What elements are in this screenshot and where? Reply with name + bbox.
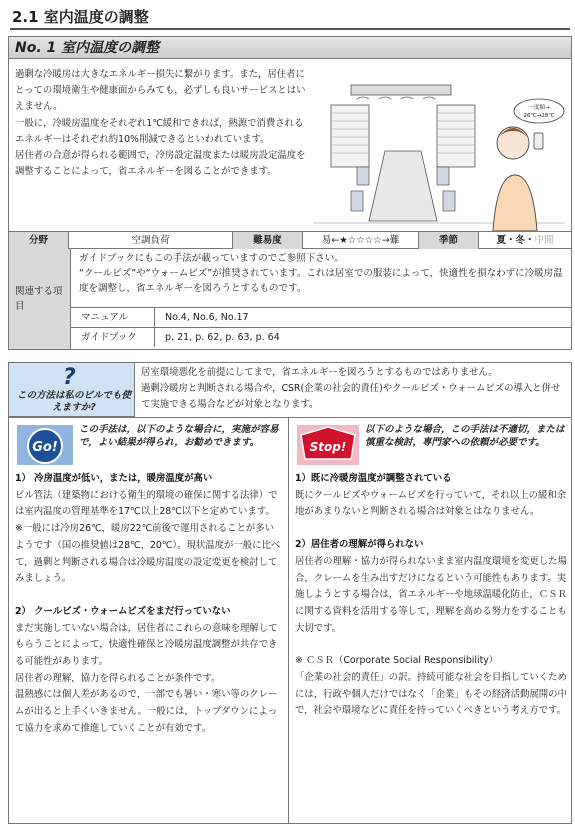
stop-item-heading: 2）居住者の理解が得られない (295, 539, 424, 551)
season-active: 夏・冬・ (496, 235, 535, 246)
manual-value: No.4, No.6, No.17 (165, 312, 249, 323)
measure-card (8, 36, 572, 350)
csr-note-body: 「企業の社会的責任」の訳。持続可能な社会を目指していくためには，行政や個人だけではなく「企業」もその経済活動展開の中で，社会や環境などに責任を持っていくべきという考え方です。 (295, 672, 567, 717)
season-inactive: 中間 (534, 235, 554, 246)
csr-note-title: ※ ＣＳＲ（Corporate Social Responsibility） (295, 655, 499, 667)
intro-paragraph: 過剰な冷暖房は大きなエネルギー損失に繋がります。また，居住者にとっての環境衛生や健康面からみても，必ずしも良いサービスとはいえません。 (15, 69, 306, 113)
guidebook-ref (71, 327, 571, 347)
go-item-body: まだ実施していない場合は，居住者にこれらの意味を理解してもらうことによって，快適性確保と冷暖房温度調整が共存できる可能性があります。 (15, 622, 278, 668)
related-items (9, 249, 571, 349)
stop-badge-icon (297, 425, 359, 465)
go-tagline: この手法は，以下のような場合に，実施が容易で，よい結果が得られ，お勧めできます。 (79, 424, 279, 448)
go-item-body: 居住者の理解，協力を得られることが条件です。 (15, 672, 221, 684)
stop-badge-label: Stop! (309, 440, 347, 454)
question-box (9, 363, 135, 417)
go-item-heading: 2） クールビズ・ウォームビズをまだ行っていない (15, 605, 231, 617)
manual-ref (71, 307, 571, 327)
meta-row (9, 231, 571, 249)
go-item-body: ※一般には冷房26℃，暖房22℃前後で運用されることが多いようです（国の推奨値は28℃，20℃）。現状温度が一般に比べて，過剰と判断される場合は冷暖房温度の設定変更を検討してみましょう。 (15, 523, 281, 585)
question-icon: ? (63, 365, 76, 390)
stop-tagline: 以下のような場合，この手法は不適切，または慎重な検討，専門家への依頼が必要です。 (365, 424, 565, 448)
go-item-body: 温熱感には個人差があるので，一部でも暑い・寒い等のクレームが出ると上手くいきません。一般には，トップダウンによって協力を求めて推進していくことが有効です。 (15, 689, 278, 734)
go-item-body: ビル管法（建築物における衛生的環境の確保に関する法律）では室内温度の管理基準を17℃以上28℃以下と定めています。 (15, 489, 278, 518)
go-column (15, 471, 283, 738)
divider (288, 417, 289, 823)
related-text (79, 251, 565, 296)
divider (9, 417, 571, 418)
field-label: 分野 (9, 232, 69, 249)
answer-line: 居室環境悪化を前提にしてまで，省エネルギーを図ろうとするものではありません。 (141, 367, 498, 378)
stop-item-body: 居住者の理解・協力が得られないまま室内温度環境を変更した場合，クレームを生み出すだけになるという可能性もあります。実施しようとする場合は，省エネルギーや地球温暖化防止，ＣＳＲに関する資料を活用する等して，理解を高める努力をすることも大切です。 (295, 555, 567, 634)
stop-item-body: 既にクールビズやウォームビズを行っていて，それ以上の緩和余地があまりないと判断される場合は対象とはなりません。 (295, 489, 567, 518)
office-illustration (313, 81, 565, 231)
related-label: 関連する項目 (9, 249, 71, 349)
guidebook-value: p. 21, p. 62, p. 63, p. 64 (165, 332, 280, 343)
related-line: “クールビズ”や“ウォームビズ”が推奨されています。これは居室での服装によって，快適性を損なわずに冷暖房温度を調整し，省エネルギーを図ろうとするものです。 (79, 268, 563, 294)
stop-column (295, 471, 567, 720)
manual-label: マニュアル (71, 308, 155, 327)
season-value (479, 232, 571, 249)
answer-line: 過剰冷暖房と判断される場合や，CSR(企業の社会的責任)やクールビズ・ウォームビズの導入と併せて実施できる場合などが対象となります。 (141, 383, 561, 410)
intro-paragraph: 一般に，冷暖房温度をそれぞれ1℃緩和できれば，熱源で消費されるエネルギーはそれぞれ約10%削減できるといわれています。 (15, 117, 304, 145)
remote-temp: 26℃→28℃ (523, 113, 555, 119)
difficulty-value: 易←★☆☆☆☆→難 (303, 232, 419, 249)
guidebook-label: ガイドブック (71, 328, 155, 347)
go-item-heading: 1） 冷房温度が低い，または，暖房温度が高い (15, 473, 213, 484)
stop-item-heading: 1）既に冷暖房温度が調整されている (295, 473, 452, 484)
difficulty-label: 難易度 (233, 232, 303, 249)
question-answer (141, 365, 567, 413)
season-label: 季節 (419, 232, 479, 249)
applicability-panel (8, 362, 572, 824)
question-text: この方法は私のビルでも使えますか? (16, 390, 131, 413)
remote-label: 一度順→ (528, 105, 550, 111)
related-line: ガイドブックにもこの手法が載っていますのでご参照下さい。 (79, 253, 344, 264)
card-title: No. 1 室内温度の調整 (9, 37, 571, 59)
intro-text (15, 67, 307, 180)
go-badge-icon (17, 425, 73, 465)
go-badge-label: Go! (32, 440, 58, 455)
intro-paragraph: 居住者の合意が得られる範囲で，冷房設定温度または暖房設定温度を調整することによって，省エネルギーを図ることができます。 (15, 150, 306, 178)
section-title: 2.1 室内温度の調整 (10, 6, 570, 30)
field-value: 空調負荷 (69, 232, 233, 249)
